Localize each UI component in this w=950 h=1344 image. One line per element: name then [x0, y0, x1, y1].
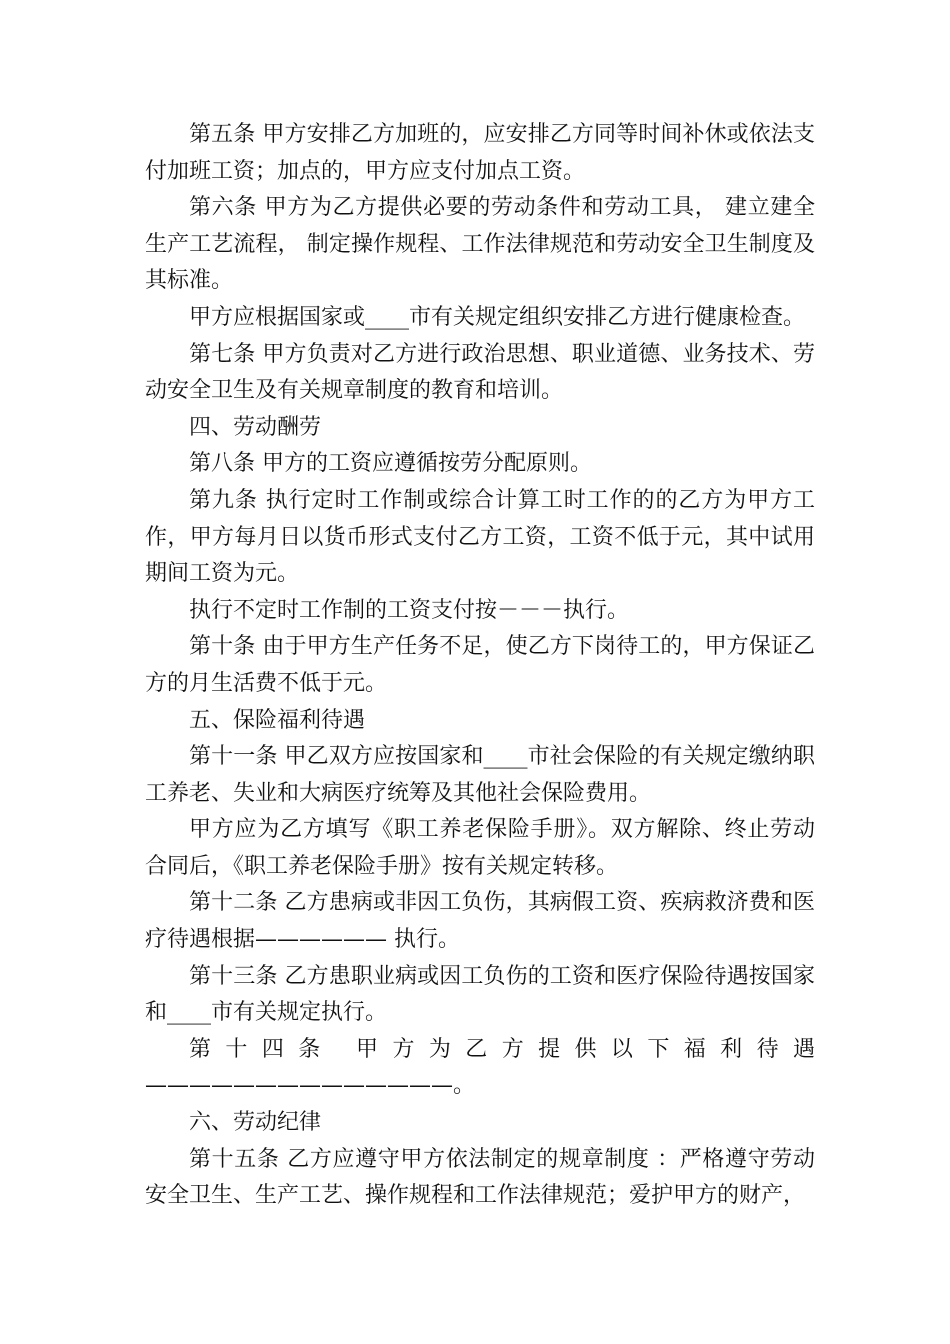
paragraph-article-11: 第十一条 甲乙双方应按国家和____市社会保险的有关规定缴纳职工养老、失业和大病医疗统筹及其他社会保险费用。 — [145, 744, 815, 806]
paragraph-article-7: 第七条 甲方负责对乙方进行政治思想、职业道德、业务技术、劳动安全卫生及有关规章制度的教育和培训。 — [145, 341, 815, 404]
paragraph-article-8: 第八条 甲方的工资应遵循按劳分配原则。 — [189, 451, 592, 477]
section-heading-insurance: 五、保险福利待遇 — [189, 707, 366, 733]
document-body — [145, 117, 815, 1215]
paragraph-article-5: 第五条 甲方安排乙方加班的，应安排乙方同等时间补休或依法支付加班工资；加点的，甲方应支付加点工资。 — [145, 122, 815, 184]
paragraph-article-14: 第十四条 甲方为乙方提供以下福利待遇——————————————。 — [145, 1036, 815, 1099]
section-heading-discipline: 六、劳动纪律 — [189, 1110, 322, 1136]
paragraph-article-9: 第九条 执行定时工作制或综合计算工时工作的的乙方为甲方工作，甲方每月日以货币形式支付乙方工资，工资不低于元，其中试用期间工资为元。 — [145, 487, 815, 587]
paragraph-health-check: 甲方应根据国家或____市有关规定组织安排乙方进行健康检查。 — [189, 304, 806, 330]
paragraph-article-6: 第六条 甲方为乙方提供必要的劳动条件和劳动工具， 建立建全生产工艺流程， 制定操作规程、工作法律规范和劳动安全卫生制度及其标准。 — [145, 195, 815, 294]
section-heading-remuneration: 四、劳动酬劳 — [189, 414, 322, 440]
paragraph-irregular-hours: 执行不定时工作制的工资支付按－－－执行。 — [189, 597, 630, 623]
paragraph-article-12: 第十二条 乙方患病或非因工负伤，其病假工资、疾病救济费和医疗待遇根据—————— 执行。 — [145, 890, 815, 953]
paragraph-article-10: 第十条 由于甲方生产任务不足，使乙方下岗待工的，甲方保证乙方的月生活费不低于元。 — [145, 634, 815, 696]
paragraph-pension-handbook: 甲方应为乙方填写《职工养老保险手册》。双方解除、终止劳动合同后，《职工养老保险手册》按有关规定转移。 — [145, 817, 815, 879]
paragraph-article-13: 第十三条 乙方患职业病或因工负伤的工资和医疗保险待遇按国家和____市有关规定执行。 — [145, 963, 815, 1026]
paragraph-article-15: 第十五条 乙方应遵守甲方依法制定的规章制度 ：严格遵守劳动安全卫生、生产工艺、操作规程和工作法律规范；爱护甲方的财产， — [145, 1146, 815, 1209]
